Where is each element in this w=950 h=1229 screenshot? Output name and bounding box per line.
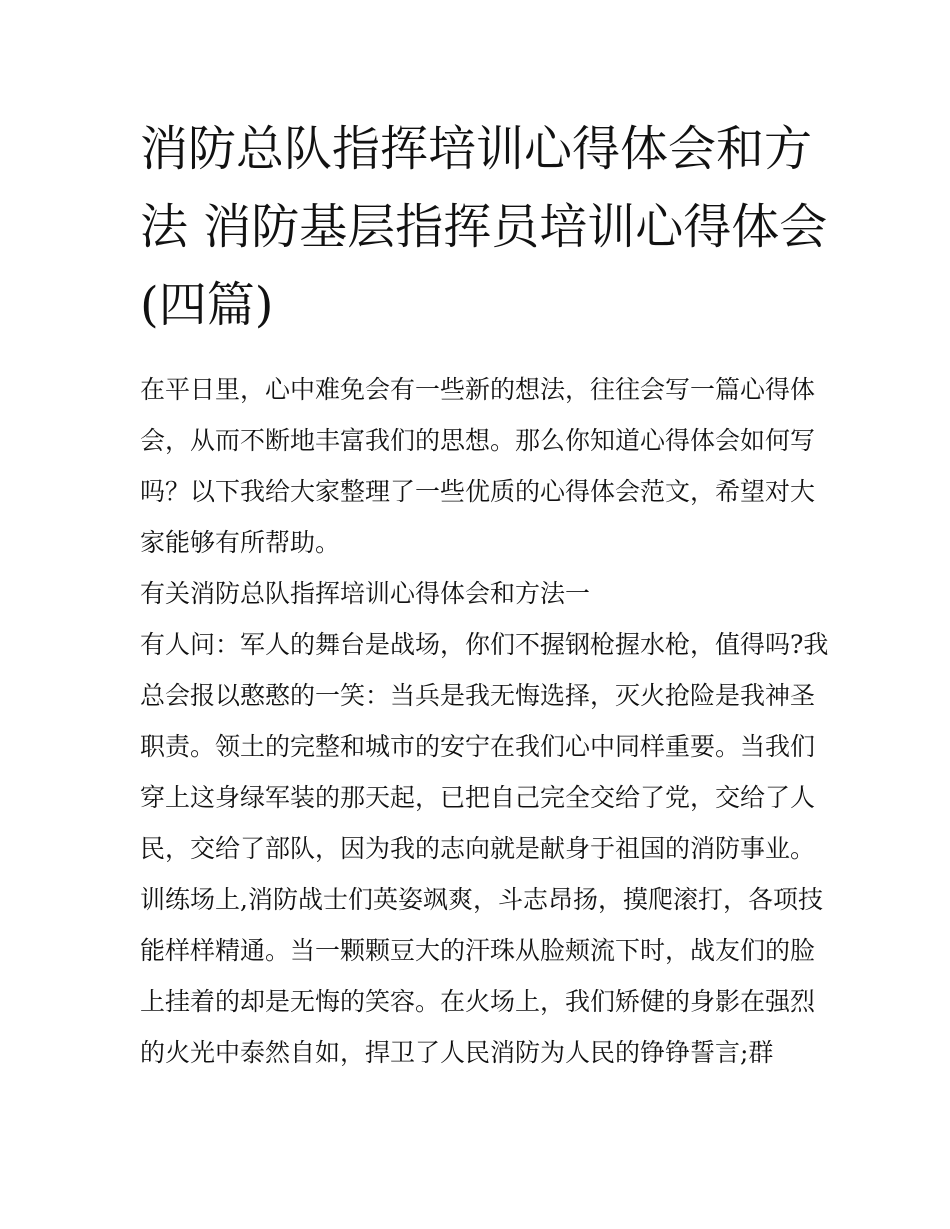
body-paragraph: 训练场上,消防战士们英姿飒爽，斗志昂扬，摸爬滚打，各项技能样样精通。当一颗颗豆大的汗珠从脸颊流下时，战友们的脸上挂着的却是无悔的笑容。在火场上，我们矫健的身影在强烈的火光中泰然自如，捍卫了人民消防为人民的铮铮誓言;群 <box>140 885 823 1067</box>
document-content <box>140 110 830 1078</box>
section-heading: 有关消防总队指挥培训心得体会和方法一 <box>140 579 591 608</box>
intro-paragraph: 在平日里，心中难免会有一些新的想法，往往会写一篇心得体会，从而不断地丰富我们的思想。那么你知道心得体会如何写吗？以下我给大家整理了一些优质的心得体会范文，希望对大家能够有所帮助。 <box>140 375 816 557</box>
document-title: 消防总队指挥培训心得体会和方法 消防基层指挥员培训心得体会(四篇) <box>140 121 828 333</box>
body-paragraph: 有人问：军人的舞台是战场，你们不握钢枪握水枪，值得吗?我总会报以憨憨的一笑：当兵是我无悔选择，灭火抢险是我神圣职责。领土的完整和城市的安宁在我们心中同样重要。当我们穿上这身绿军装的那天起，已把自己完全交给了党，交给了人民，交给了部队，因为我的志向就是献身于祖国的消防事业。 <box>140 630 829 863</box>
